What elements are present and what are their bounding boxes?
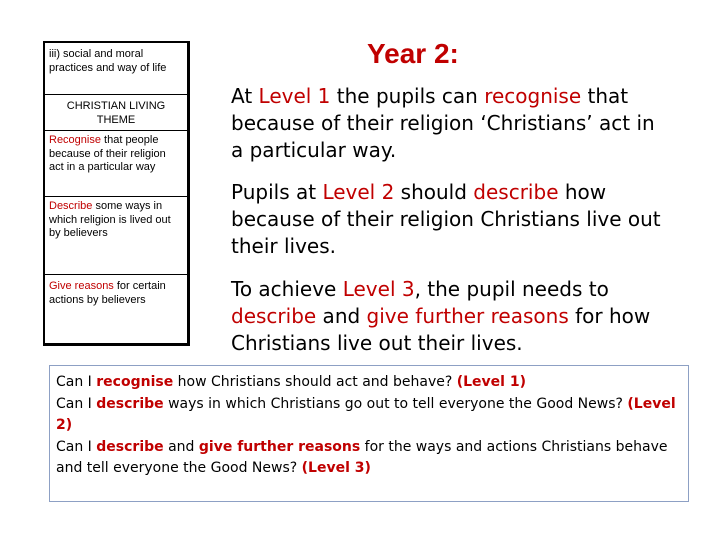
theme-cell [45,95,187,131]
q2-keyword: describe [96,395,164,412]
page-title: Year 2: [367,38,459,69]
q3-e: for the ways and actions Christians behave and tell everyone the Good News? [56,438,668,476]
q3-a: Can I [56,438,97,455]
describe-keyword: Describe [49,200,93,212]
q3-c: and [163,438,199,455]
strand-cell [45,43,187,95]
p2-keyword: describe [473,180,559,204]
recognise-text: that people because of their religion act in a particular way [49,134,166,173]
theme-table [43,41,190,346]
p3-a: To achieve [231,277,343,301]
p3-c: , the pupil needs to [414,277,609,301]
q1-c: how Christians should act and behave? [173,374,457,390]
reasons-text: for certain actions by believers [49,280,166,306]
level2-paragraph [231,179,671,260]
p2-level: Level 2 [322,180,395,204]
recognise-keyword: Recognise [49,134,101,146]
p1-e: that because of their religion ‘Christians’ act in a particular way. [231,84,655,162]
p2-c: should [394,180,474,204]
question-2 [56,394,682,437]
q2-a: Can I [56,395,97,412]
theme-text: CHRISTIAN LIVING THEME [66,100,166,126]
p3-level: Level 3 [342,277,415,301]
describe-text: some ways in which religion is lived out by believers [49,200,171,239]
p1-keyword: recognise [484,84,582,108]
level1-paragraph [231,83,671,164]
p3-keyword-describe: describe [231,304,317,328]
p1-c: the pupils can [330,84,485,108]
reasons-keyword: Give reasons [49,280,114,292]
p1-level: Level 1 [258,84,331,108]
question-3 [56,437,682,480]
p2-e: how because of their religion Christians live out their lives. [231,180,661,258]
question-1 [56,372,682,394]
questions-box [49,365,689,502]
q1-a: Can I [56,374,97,390]
p3-e: and [316,304,367,328]
q3-level: (Level 3) [301,460,371,476]
describe-cell [45,197,187,275]
strand-text: iii) social and moral practices and way of life [49,48,167,74]
q1-level: (Level 1) [456,374,526,390]
q2-c: ways in which Christians go out to tell everyone the Good News? [163,395,628,412]
q3-keyword-reasons: give further reasons [198,438,361,455]
q3-keyword-describe: describe [96,438,164,455]
level3-paragraph [231,276,671,357]
recognise-cell [45,131,187,197]
p1-a: At [231,84,259,108]
q2-level: (Level 2) [56,395,676,433]
q1-keyword: recognise [96,374,174,390]
p3-g: for how Christians live out their lives. [231,304,651,355]
reasons-cell [45,275,187,341]
p3-keyword-reasons: give further reasons [366,304,569,328]
p2-a: Pupils at [231,180,323,204]
